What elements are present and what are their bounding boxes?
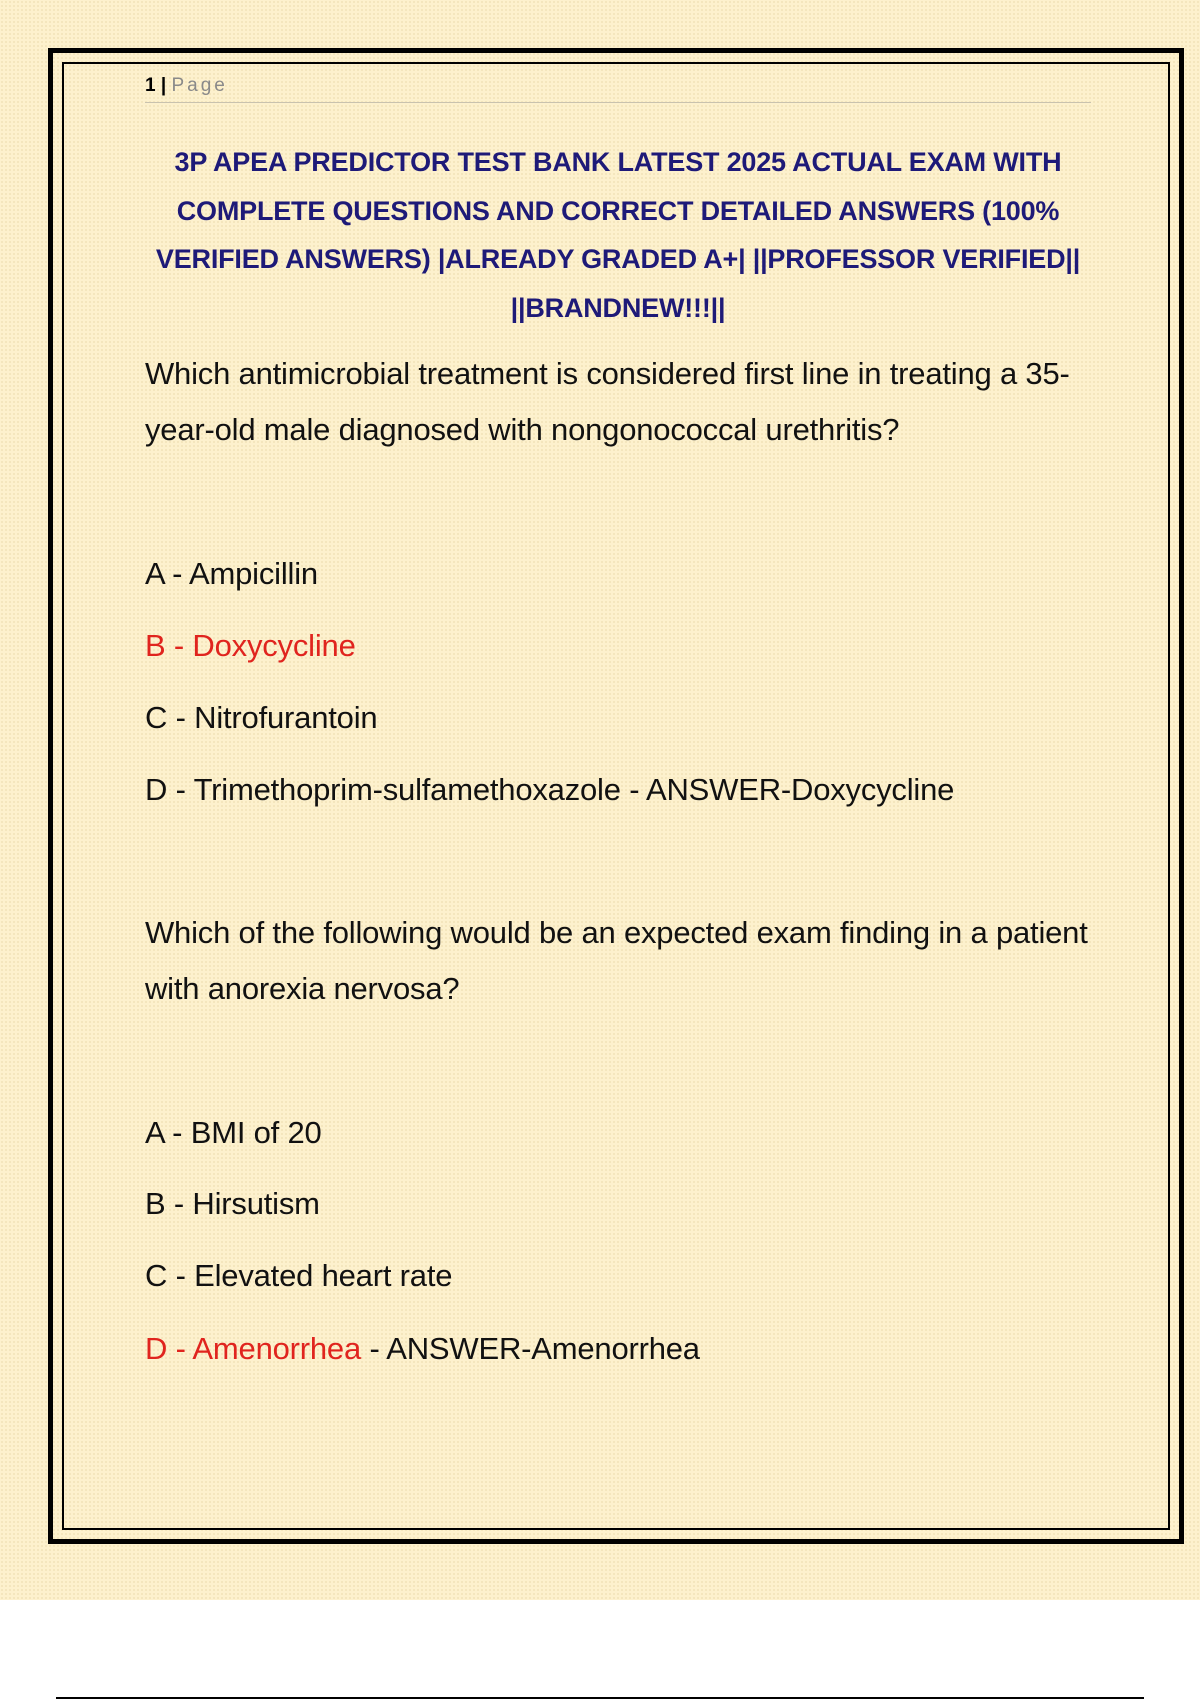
page-header (145, 74, 1091, 103)
question-1-option-b: B - Doxycycline (145, 628, 356, 663)
question-2-option-d (145, 1331, 700, 1367)
question-1-option-c: C - Nitrofurantoin (145, 700, 378, 735)
document-title: 3P APEA PREDICTOR TEST BANK LATEST 2025 ACTUAL EXAM WITH COMPLETE QUESTIONS AND CORRECT DETAILED ANSWERS (100% VERIFIED ANSWERS) |ALREADY GRADED A+| ||PROFESSOR VERIFIED|| ||BRANDNEW!!!|| (155, 147, 1081, 323)
question-1-text: Which antimicrobial treatment is considered first line in treating a 35-year-old male diagnosed with nongonococcal urethritis? (145, 356, 1070, 447)
question-1-option-a: A - Ampicillin (145, 556, 318, 591)
page-label: Page (171, 75, 228, 96)
question-2-option-d-answer: D - Amenorrhea (145, 1331, 362, 1366)
question-1-option-d: D - Trimethoprim-sulfamethoxazole - ANSWER-Doxycycline (145, 772, 955, 807)
footer-rule (56, 1697, 1144, 1699)
page-number: 1 (145, 75, 156, 96)
question-2-text: Which of the following would be an expected exam finding in a patient with anorexia nervosa? (145, 915, 1088, 1006)
question-2-option-c: C - Elevated heart rate (145, 1258, 453, 1293)
question-2-option-b: B - Hirsutism (145, 1186, 320, 1221)
page-separator: | (160, 75, 167, 96)
question-2-option-a: A - BMI of 20 (145, 1115, 322, 1150)
question-2-option-d-suffix: - ANSWER-Amenorrhea (361, 1331, 700, 1366)
